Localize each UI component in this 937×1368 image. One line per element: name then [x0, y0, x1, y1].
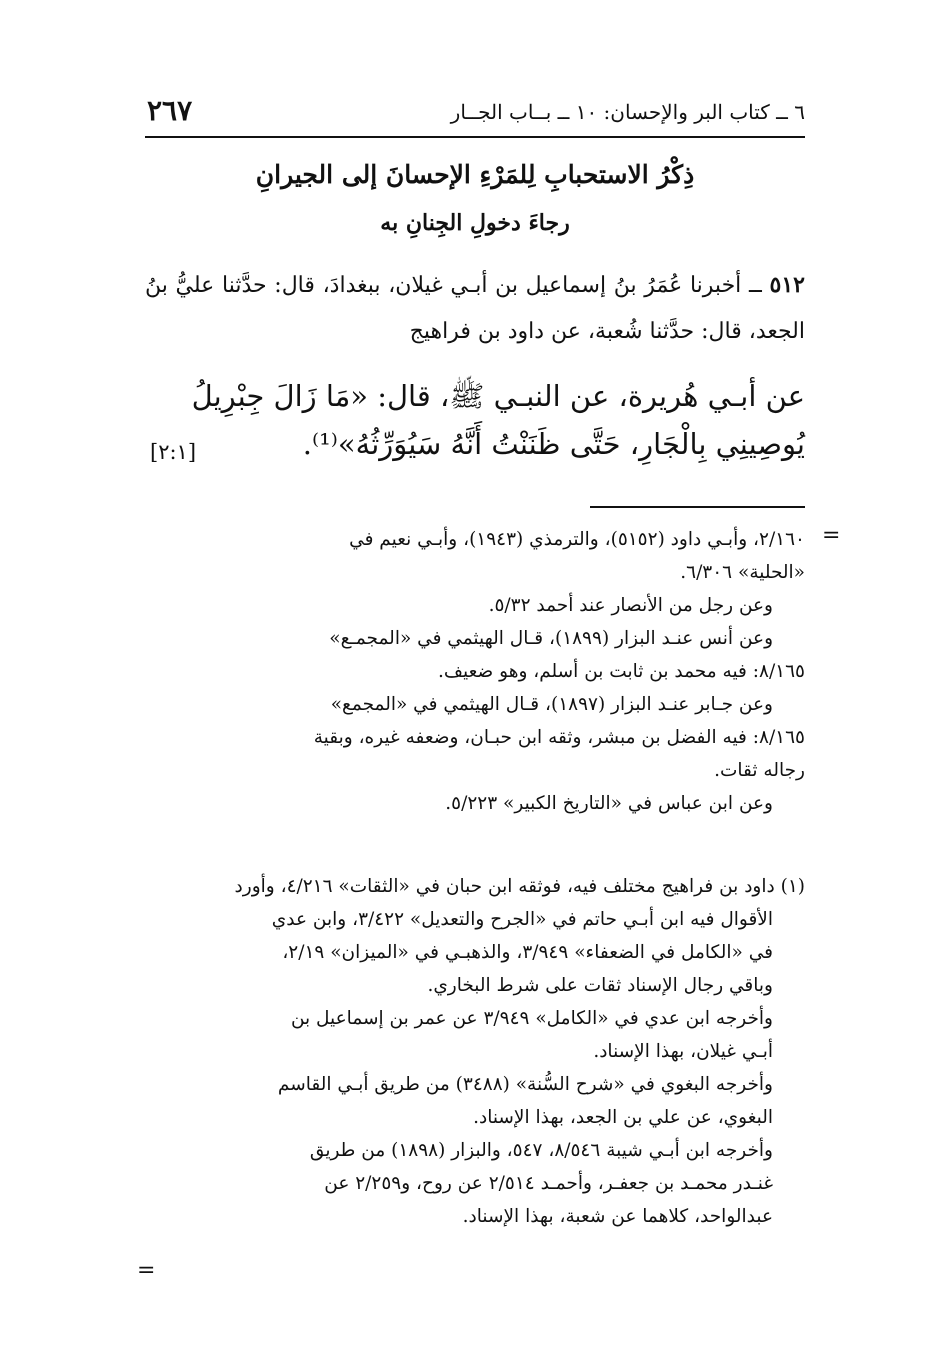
continuation-mark: = [822, 523, 841, 548]
footnote-line: عبدالواحد، كلاهما عن شعبة، بهذا الإسناد. [462, 1206, 773, 1227]
footnote-line: وعن ابن عباس في «التاريخ الكبير» ٥/٢٢٣. [445, 793, 773, 814]
header-rule [145, 136, 805, 138]
footnotes-continued [155, 523, 805, 820]
hadith-matn [145, 372, 805, 468]
footnote-line: وأخرجه ابن أبـي شيبة ٨/٥٤٦، ٥٤٧، والبزار (١٨٩٨) من طريق [309, 1140, 773, 1161]
footnote-line: (١) داود بن فراهيج مختلف فيه، فوثقه ابن حبان في «الثقات» ٤/٢١٦، وأورد [234, 876, 805, 897]
footnote-line: وعن رجل من الأنصار عند أحمد ٥/٣٢. [488, 595, 773, 616]
running-head-title: ٦ ــ كتاب البر والإحسان: ١٠ ــ بــاب الجــار [450, 100, 805, 124]
footnote-line: ٨/١٦٥: فيه الفضل بن مبشر، وثقه ابن حبـان، وضعفه غيره، وبقية [313, 727, 805, 748]
footnote-line: البغوي، عن علي بن الجعد، بهذا الإسناد. [473, 1107, 773, 1128]
footnote-line: في «الكامل في الضعفاء» ٣/٩٤٩، والذهبـي في «الميزان» ٢/١٩، [282, 942, 773, 963]
footnote-line: وعن جـابر عنـد البزار (١٨٩٧)، قـال الهيثمي في «المجمع» [330, 694, 773, 715]
footnote-line: «الحلية» ٦/٣٠٦. [680, 562, 805, 583]
running-head [145, 92, 805, 132]
section-heading: ذِكْرُ الاستحبابِ لِلمَرْءِ الإحسانَ إلى الجيرانِ [255, 160, 695, 189]
hadith-reference: [٢:١] [150, 440, 197, 464]
hadith-number: ٥١٢ [769, 272, 805, 298]
footnote-line: الأقوال فيه ابن أبـي حاتم في «الجرح والتعديل» ٣/٤٢٢، وابن عدي [271, 909, 773, 930]
footnote-1 [155, 870, 805, 1233]
footnote-line: وعن أنس عنـد البزار (١٨٩٩)، قـال الهيثمي في «المجمـع» [329, 628, 773, 649]
footnote-line: غنـدر محمـد بن جعفـر، وأحمـد ٢/٥١٤ عن روح، و٢/٢٥٩ عن [324, 1173, 773, 1194]
hadith-isnad-text: ــ أخبرنا عُمَرُ بنُ إسماعيل بن أبـي غيلان، ببغدادَ، قال: حدَّثنا عليُّ بنُ الجعد، قال: حدَّثنا شُعبة، عن داود بن فراهيج [145, 273, 805, 344]
footnote-line: ٢/١٦٠، وأبـي داود (٥١٥٢)، والترمذي (١٩٤٣)، وأبـي نعيم في [349, 529, 805, 550]
section-subheading: رجاءَ دخولِ الجِنانِ به [380, 210, 570, 236]
footnote-line: وباقي رجال الإسناد ثقات على شرط البخاري. [427, 975, 773, 996]
hadith-matn-line: يُوصِينِي بِالْجَارِ، حَتَّى ظَنَنْتُ أَنَّهُ سَيُوَرِّثُهُ»⁽¹⁾. [302, 427, 805, 461]
footnote-line: وأخرجه البغوي في «شرح السُّنة» (٣٤٨٨) من طريق أبـي القاسم [277, 1074, 773, 1095]
hadith-matn-line: عن أبـي هُريرة، عن النبـي ﷺ، قال: «مَا زَالَ جِبْرِيلُ [191, 379, 805, 413]
continuation-mark: = [137, 1258, 156, 1283]
page-number: ٢٦٧ [147, 94, 193, 127]
footnote-line: وأخرجه ابن عدي في «الكامل» ٣/٩٤٩ عن عمر بن إسماعيل بن [290, 1008, 773, 1029]
footnote-line: أبـي غيلان، بهذا الإسناد. [593, 1041, 773, 1062]
footnote-line: ٨/١٦٥: فيه محمد بن ثابت بن أسلم، وهو ضعيف. [438, 661, 805, 682]
hadith-isnad [145, 262, 805, 355]
footnote-line: رجاله ثقات. [714, 760, 805, 781]
footnote-rule [590, 506, 805, 508]
